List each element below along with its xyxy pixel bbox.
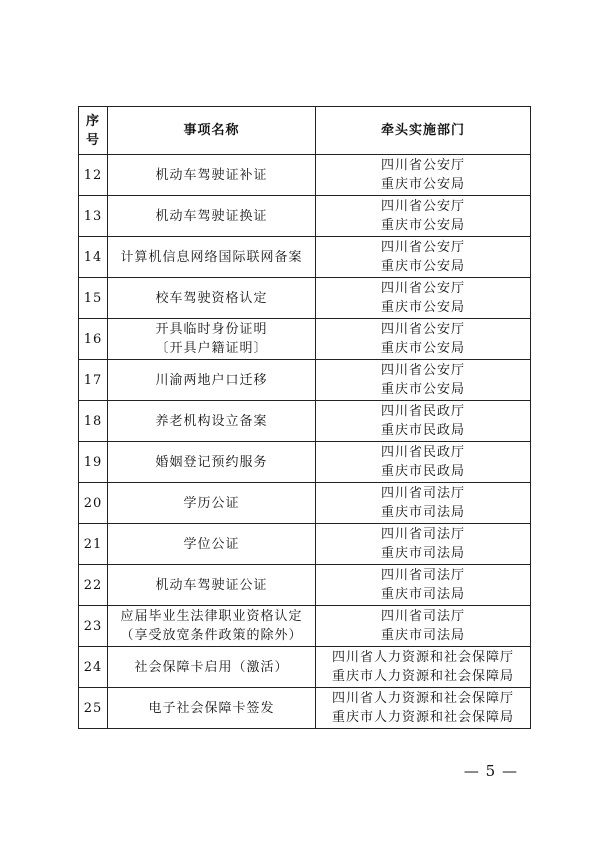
service-items-table bbox=[78, 106, 531, 729]
item-name-line: 计算机信息网络国际联网备案 bbox=[120, 249, 303, 265]
row-lead-department bbox=[316, 647, 531, 688]
table-row bbox=[79, 278, 531, 319]
row-serial-number: 19 bbox=[79, 442, 108, 483]
department-line: 重庆市公安局 bbox=[380, 382, 465, 397]
table-row bbox=[79, 155, 531, 196]
table-row bbox=[79, 524, 531, 565]
header-serial-number bbox=[79, 107, 108, 155]
row-lead-department bbox=[316, 483, 531, 524]
row-lead-department bbox=[316, 360, 531, 401]
row-serial-number: 13 bbox=[79, 196, 108, 237]
item-name-line: 机动车驾驶证公证 bbox=[155, 577, 268, 593]
row-serial-number: 25 bbox=[79, 688, 108, 729]
department-line: 四川省民政厅 bbox=[380, 445, 465, 460]
department-line: 重庆市公安局 bbox=[380, 259, 465, 274]
item-name-line: 学位公证 bbox=[183, 536, 240, 552]
row-item-name bbox=[108, 442, 316, 483]
item-name-line: 养老机构设立备案 bbox=[155, 413, 268, 429]
department-line: 重庆市人力资源和社会保障局 bbox=[331, 669, 514, 684]
row-lead-department bbox=[316, 401, 531, 442]
header-lead-department: 牵头实施部门 bbox=[316, 107, 531, 155]
department-line: 四川省公安厅 bbox=[380, 240, 465, 255]
table-header-row bbox=[79, 107, 531, 155]
department-line: 重庆市民政局 bbox=[380, 423, 465, 438]
table-row bbox=[79, 565, 531, 606]
item-name-line: 社会保障卡启用（激活） bbox=[134, 659, 289, 675]
department-line: 重庆市公安局 bbox=[380, 177, 465, 192]
department-line: 四川省公安厅 bbox=[380, 322, 465, 337]
item-name-line: 川渝两地户口迁移 bbox=[155, 372, 268, 388]
table-body bbox=[79, 155, 531, 729]
row-serial-number: 23 bbox=[79, 606, 108, 647]
department-line: 四川省司法厅 bbox=[380, 568, 465, 583]
department-line: 四川省人力资源和社会保障厅 bbox=[331, 691, 514, 706]
department-line: 四川省司法厅 bbox=[380, 486, 465, 501]
row-serial-number: 20 bbox=[79, 483, 108, 524]
table-row bbox=[79, 319, 531, 360]
table-row bbox=[79, 606, 531, 647]
table-row bbox=[79, 196, 531, 237]
department-line: 四川省司法厅 bbox=[380, 527, 465, 542]
row-item-name bbox=[108, 688, 316, 729]
row-serial-number: 12 bbox=[79, 155, 108, 196]
department-line: 重庆市公安局 bbox=[380, 341, 465, 356]
header-serial-line2: 号 bbox=[85, 132, 100, 148]
row-item-name bbox=[108, 319, 316, 360]
row-item-name bbox=[108, 647, 316, 688]
item-name-line: 学历公证 bbox=[183, 495, 240, 511]
department-line: 重庆市公安局 bbox=[380, 218, 465, 233]
row-item-name bbox=[108, 278, 316, 319]
row-item-name bbox=[108, 401, 316, 442]
table-row bbox=[79, 688, 531, 729]
row-lead-department bbox=[316, 237, 531, 278]
row-item-name bbox=[108, 360, 316, 401]
table-row bbox=[79, 237, 531, 278]
item-name-line: 机动车驾驶证换证 bbox=[155, 208, 268, 224]
department-line: 四川省公安厅 bbox=[380, 199, 465, 214]
table-row bbox=[79, 360, 531, 401]
row-lead-department bbox=[316, 278, 531, 319]
header-item-name: 事项名称 bbox=[108, 107, 316, 155]
department-line: 重庆市司法局 bbox=[380, 628, 465, 643]
item-name-line: 电子社会保障卡签发 bbox=[148, 700, 275, 716]
department-line: 重庆市民政局 bbox=[380, 464, 465, 479]
department-line: 重庆市司法局 bbox=[380, 587, 465, 602]
table-row bbox=[79, 401, 531, 442]
department-line: 重庆市人力资源和社会保障局 bbox=[331, 710, 514, 725]
row-item-name bbox=[108, 524, 316, 565]
row-lead-department bbox=[316, 606, 531, 647]
department-line: 四川省民政厅 bbox=[380, 404, 465, 419]
department-line: 重庆市司法局 bbox=[380, 546, 465, 561]
table-row bbox=[79, 483, 531, 524]
department-line: 四川省公安厅 bbox=[380, 158, 465, 173]
row-lead-department bbox=[316, 442, 531, 483]
row-serial-number: 21 bbox=[79, 524, 108, 565]
item-name-line: 婚姻登记预约服务 bbox=[155, 454, 268, 470]
row-item-name bbox=[108, 483, 316, 524]
row-serial-number: 16 bbox=[79, 319, 108, 360]
table-row bbox=[79, 647, 531, 688]
row-serial-number: 15 bbox=[79, 278, 108, 319]
row-lead-department bbox=[316, 319, 531, 360]
department-line: 四川省公安厅 bbox=[380, 281, 465, 296]
row-item-name bbox=[108, 565, 316, 606]
department-line: 四川省公安厅 bbox=[380, 363, 465, 378]
table-row bbox=[79, 442, 531, 483]
row-lead-department bbox=[316, 688, 531, 729]
row-lead-department bbox=[316, 565, 531, 606]
item-name-line: （享受放宽条件政策的除外） bbox=[120, 628, 303, 643]
row-lead-department bbox=[316, 524, 531, 565]
item-name-line: 应届毕业生法律职业资格认定 bbox=[120, 609, 303, 624]
row-serial-number: 24 bbox=[79, 647, 108, 688]
item-name-line: 机动车驾驶证补证 bbox=[155, 167, 268, 183]
row-item-name bbox=[108, 606, 316, 647]
row-item-name bbox=[108, 196, 316, 237]
department-line: 重庆市公安局 bbox=[380, 300, 465, 315]
department-line: 四川省人力资源和社会保障厅 bbox=[331, 650, 514, 665]
item-name-line: 开具临时身份证明 bbox=[155, 322, 268, 337]
header-serial-line1: 序 bbox=[85, 113, 100, 129]
row-lead-department bbox=[316, 155, 531, 196]
department-line: 重庆市司法局 bbox=[380, 505, 465, 520]
department-line: 四川省司法厅 bbox=[380, 609, 465, 624]
row-serial-number: 17 bbox=[79, 360, 108, 401]
item-name-line: 校车驾驶资格认定 bbox=[155, 290, 268, 306]
row-serial-number: 14 bbox=[79, 237, 108, 278]
row-serial-number: 22 bbox=[79, 565, 108, 606]
row-item-name bbox=[108, 237, 316, 278]
row-serial-number: 18 bbox=[79, 401, 108, 442]
row-item-name bbox=[108, 155, 316, 196]
row-lead-department bbox=[316, 196, 531, 237]
page-number: — 5 — bbox=[463, 762, 518, 780]
item-name-line: 〔开具户籍证明〕 bbox=[155, 341, 268, 356]
